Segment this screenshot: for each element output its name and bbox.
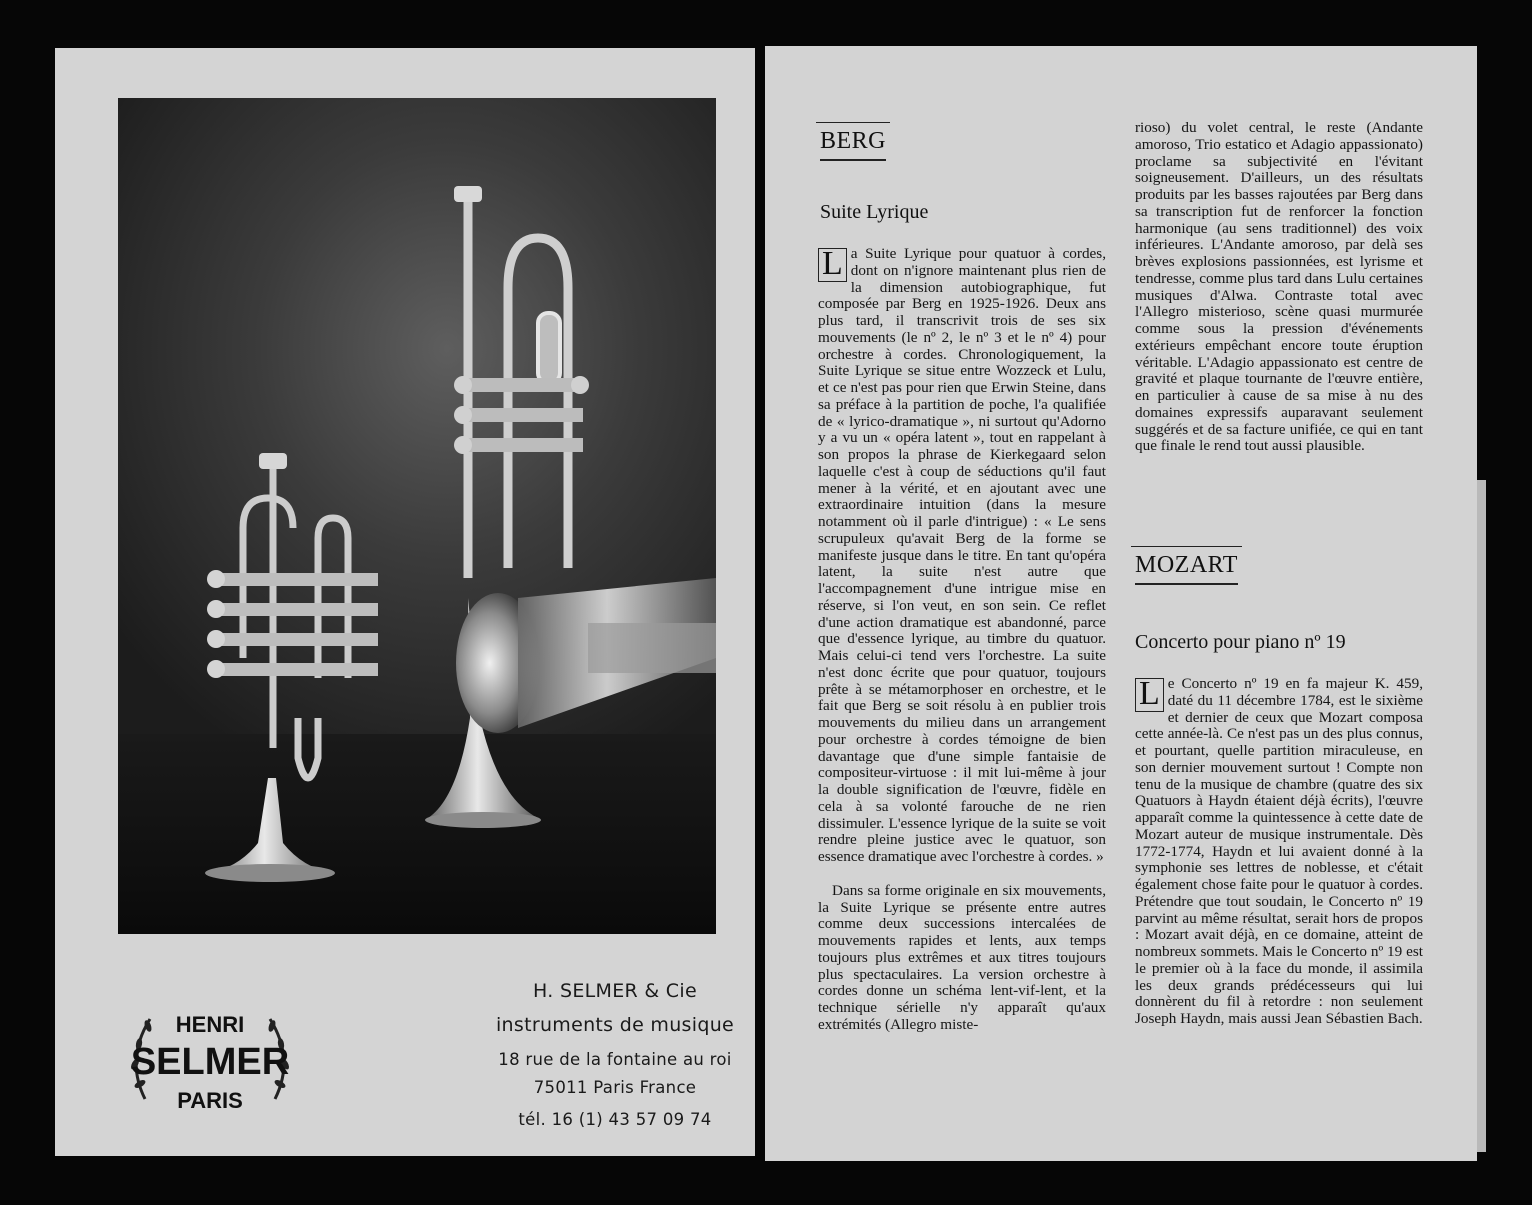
mozart-subtitle: Concerto pour piano nº 19 — [1135, 631, 1346, 653]
mozart-dropcap: L — [1135, 678, 1164, 712]
berg-paragraph-2: Dans sa forme originale en six mouvements, la Suite Lyrique se présente entre autres comme deux successions intercalées de mouvements rapides et lents, aux temps toujours plus extrêmes et aux titres toujours plus spectaculaires. La version orchestre à cordes donne un schéma lent-vif-lent, et la technique sérielle n'y apparaît qu'aux extrémités (Allegro miste- — [818, 881, 1106, 1033]
street-address: 18 rue de la fontaine au roi — [498, 1050, 732, 1069]
berg-dropcap: L — [818, 248, 847, 282]
selmer-logo — [115, 984, 305, 1136]
logo-henri-text: HENRI — [175, 1012, 245, 1037]
piccolo-valves — [207, 570, 378, 678]
mozart-heading: MOZART — [1135, 552, 1238, 585]
berg-text-column — [818, 246, 1106, 1034]
berg-subtitle: Suite Lyrique — [820, 201, 929, 223]
berg-text-continued — [1135, 120, 1423, 455]
phone-number: tél. 16 (1) 43 57 09 74 — [518, 1110, 712, 1129]
trumpets-photo — [118, 98, 716, 934]
horizontal-trumpet — [456, 578, 716, 733]
city-address: 75011 Paris France — [533, 1078, 697, 1097]
company-description: instruments de musique — [495, 1014, 735, 1036]
logo-paris-text: PARIS — [177, 1088, 243, 1113]
berg-paragraph-3: rioso) du volet central, le reste (Andante amoroso, Trio estatico et Adagio appassionato) proclame sa subjectivité en l'évitant soigneusement. D'ailleurs, un des résultats produits par les basses rajoutées par Berg dans sa transcription fut de renforcer la fonction harmonique (au sens traditionnel) des voix inférieures. L'Andante amoroso, par delà ses brèves explosions passionnées, est lyrisme et tendresse, comme plus tard dans Lulu certaines musiques d'Alwa. Contraste total avec l'Allegro misterioso, scène quasi murmurée comme sous la pression d'événements extérieurs empêchant encore toute éruption véritable. L'Adagio appassionato est centre de gravité et plaque tournante de l'œuvre entière, en particulier à cause de sa mise à nu des domaines expressifs auparavant seulement suggérés et de sa facture unifiée, ce qui en tant que finale le rend tout aussi plausible. — [1135, 119, 1423, 455]
page-edge-strip — [1477, 480, 1486, 1152]
trumpets-illustration — [118, 98, 716, 934]
logo-selmer-text: SELMER — [130, 1041, 290, 1083]
company-name: H. SELMER & Cie — [533, 980, 697, 1002]
piccolo-trumpet — [243, 468, 348, 778]
tall-trumpet-valves — [454, 376, 589, 454]
mozart-paragraph-1: e Concerto nº 19 en fa majeur K. 459, daté du 11 décembre 1784, est le sixième et dernier de ceux que Mozart composa cette année-là. Ce n'est pas un des plus connus, et pourtant, quelle partition miraculeuse, en son dernier mouvement surtout ! Compte non tenu de la musique de chambre (quatre des six Quatuors à Haydn étaient déjà écrits), l'œuvre apparaît comme la quintessence à cette date de Mozart auteur de musique instrumentale. Dès 1772-1774, Haydn et lui avaient donné à la symphonie ses lettres de noblesse, et c'était également chose faite pour le quatuor à cordes. Prétendre que tout soudain, le Concerto nº 19 parvint au même résultat, serait hors de propos : Mozart avait déjà, en ce domaine, atteint de nombreux sommets. Mais le Concerto nº 19 est le premier où à la face du monde, il assimila les deux grands prédécesseurs qui lui donnèrent du fil à retordre : non seulement Joseph Haydn, mais aussi Jean Sébastien Bach. — [1135, 675, 1423, 1027]
berg-paragraph-1: a Suite Lyrique pour quatuor à cordes, dont on n'ignore maintenant plus rien de la dimension autobiographique, fut composée par Berg en 1925-1926. Deux ans plus tard, il transcrivit trois de ses six mouvements (le nº 2, le nº 3 et le nº 4) pour orchestre à cordes. Chronologiquement, la Suite Lyrique se situe entre Wozzeck et Lulu, et ce n'est pas pour rien que Erwin Steine, dans sa préface à la partition de poche, l'a qualifiée de « lyrico-dramatique », ni surtout qu'Adorno y a vu un « opéra latent », tout en rappelant à son propos la phrase de Kierkegaard selon laquelle c'est à coup de séductions qu'il faut mener à la vérité, et en ajoutant avec une extraordinaire intuition (dans la mesure notamment où il parle d'intrigue) : « Le sens scrupuleux qu'avait Berg de la forme se manifeste jusque dans le titre. En tant qu'opéra latent, la suite n'est autre que l'accompagnement d'une intrigue mise en réserve, si l'on veut, en son sein. Ce reflet d'une action dramatique est abandonné, parce que d'essence lyrique, au timbre du quatuor. Mais celui-ci tend vers l'orchestre. La suite n'est donc écrite que pour quatuor, toujours prête à se métamorphoser en orchestre, et le fait que Berg se soit résolu à en publier trois mouvements du milieu dans un arrangement pour orchestre à cordes témoigne de bien davantage que d'une simple fantaisie de compositeur-virtuose : il mit lui-même à jour la double signification de l'œuvre, fidèle en cela à sa volonté farouche de ne rien dissimuler. L'essence lyrique de la suite se voit rendre pleine justice avec le quatuor, son essence dramatique avec l'orchestre à cordes. » — [818, 245, 1106, 865]
right-page — [765, 46, 1477, 1161]
mozart-text-column — [1135, 676, 1423, 1028]
berg-heading: BERG — [820, 128, 886, 161]
left-page — [55, 48, 755, 1156]
